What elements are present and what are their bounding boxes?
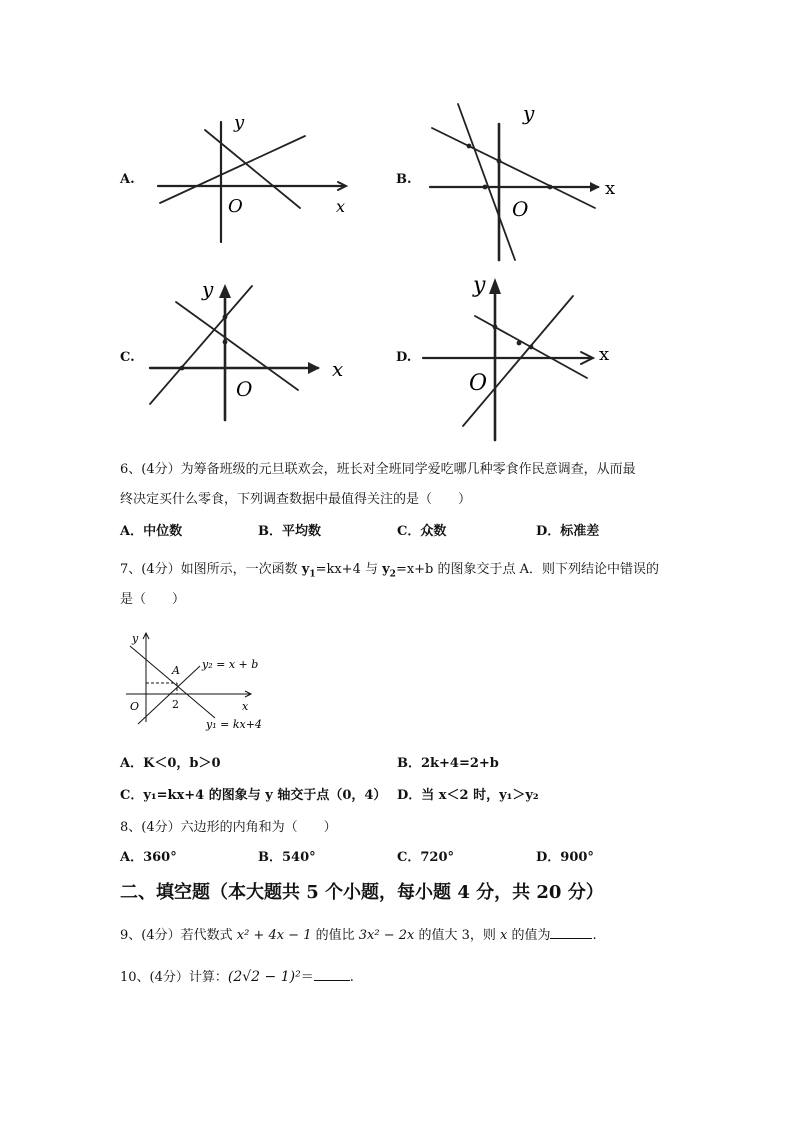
graph-option-d <box>415 266 625 442</box>
origin-label: O <box>228 196 243 217</box>
line-increasing <box>160 136 305 203</box>
q9-suffix: 的值为 <box>507 928 551 943</box>
q7-mid2: =x+b 的图象交于点 A．则下列结论中错误的 <box>395 562 660 577</box>
y-axis-label: y <box>234 112 245 133</box>
graph-option-b <box>420 98 620 266</box>
y-axis-label: y <box>473 273 486 298</box>
intersection-point <box>497 159 502 164</box>
q8-option-a: A．360° <box>120 850 177 865</box>
y-label: y <box>132 632 139 645</box>
graph-option-c <box>140 272 360 422</box>
q7-figure <box>120 626 290 738</box>
q8-option-d: D．900° <box>536 850 594 865</box>
intersection-point <box>493 325 498 330</box>
origin-label: O <box>236 377 253 401</box>
origin-label: O <box>512 197 529 221</box>
q7-prefix: 7、(4分）如图所示，一次函数 <box>120 562 302 577</box>
q9-var: x <box>500 928 508 943</box>
q8-option-c: C．720° <box>397 850 454 865</box>
q9-end: . <box>592 928 597 943</box>
line-y2 <box>138 666 200 724</box>
q7-option-c: C．y₁=kx+4 的图象与 y 轴交于点（0，4） <box>120 788 387 803</box>
q6-option-d: D．标准差 <box>536 524 600 539</box>
option-b-label: B. <box>396 172 412 187</box>
q6-option-a: A．中位数 <box>120 524 183 539</box>
tick-2-label: 2 <box>172 698 179 711</box>
q9-mid: 的值比 <box>311 928 359 943</box>
y1-equation: y₁ = kx+4 <box>206 718 262 731</box>
q7-y2: y <box>382 562 390 577</box>
x-axis-label: x <box>332 357 344 381</box>
x-axis-label: x <box>599 344 610 365</box>
x-axis-label: x <box>336 197 346 216</box>
q9-mid2: 的值大 3，则 <box>414 928 500 943</box>
q7-y1-sub: 1 <box>309 569 316 580</box>
q9-expr2: 3x² − 2x <box>358 928 415 943</box>
intersection-point <box>529 345 534 350</box>
q9-text <box>120 924 597 943</box>
intersection-point <box>223 340 228 345</box>
intersection-point <box>180 366 185 371</box>
option-d-label: D. <box>396 350 412 365</box>
line-shallow <box>432 128 595 208</box>
origin-label: O <box>469 371 488 396</box>
q7-y2-sub: 2 <box>389 569 396 580</box>
q10-end: . <box>349 970 354 985</box>
point-a-label: A <box>172 664 180 677</box>
intersection-point <box>223 315 228 320</box>
option-a-label: A. <box>120 172 135 187</box>
line-steep <box>458 104 515 260</box>
option-c-label: C. <box>120 350 135 365</box>
q7-mid1: =kx+4 与 <box>315 562 383 577</box>
q9-prefix: 9、(4分）若代数式 <box>120 928 237 943</box>
q7-line2: 是（ ） <box>120 592 186 607</box>
q10-expr: (2√2 − 1)² <box>227 969 301 985</box>
q6-line1: 6、(4分）为筹备班级的元旦联欢会，班长对全班同学爱吃哪几种零食作民意调查，从而最 <box>120 462 636 477</box>
x-arrow-icon <box>590 182 600 192</box>
q7-option-a: A．K＜0，b＞0 <box>120 756 221 771</box>
q7-line1 <box>120 558 659 580</box>
origin-label: O <box>130 700 140 713</box>
q7-option-b: B．2k+4=2+b <box>397 756 499 771</box>
q10-prefix: 10、(4分）计算： <box>120 970 228 985</box>
section-2-title: 二、填空题（本大题共 5 个小题，每小题 4 分，共 20 分） <box>120 882 604 903</box>
q7-option-d: D．当 x＜2 时，y₁＞y₂ <box>397 788 539 803</box>
q10-answer-blank[interactable] <box>314 980 350 981</box>
intersection-point <box>517 341 522 346</box>
intersection-point <box>467 144 472 149</box>
x-label: x <box>242 700 249 713</box>
x-axis-label: x <box>605 178 616 199</box>
y-axis-label: y <box>202 277 214 301</box>
x-arrow-icon <box>308 362 320 374</box>
q6-option-c: C．众数 <box>397 524 447 539</box>
y-axis-label: y <box>523 101 535 125</box>
intersection-point <box>548 185 553 190</box>
q10-eq: ＝ <box>300 970 314 985</box>
q8-text: 8、(4分）六边形的内角和为（ ） <box>120 820 337 835</box>
y-arrow-icon <box>489 278 501 294</box>
line-decreasing <box>205 130 300 208</box>
q6-option-b: B．平均数 <box>258 524 321 539</box>
q9-expr1: x² + 4x − 1 <box>236 928 312 943</box>
graph-option-a <box>150 108 360 248</box>
q9-answer-blank[interactable] <box>550 938 592 939</box>
q7-y1: y <box>301 562 310 577</box>
y2-equation: y₂ = x + b <box>202 658 259 671</box>
y-arrow-icon <box>219 284 231 298</box>
q10-text <box>120 966 354 985</box>
intersection-point <box>483 185 488 190</box>
q8-option-b: B．540° <box>258 850 316 865</box>
q6-line2: 终决定买什么零食，下列调查数据中最值得关注的是（ ） <box>120 492 472 507</box>
